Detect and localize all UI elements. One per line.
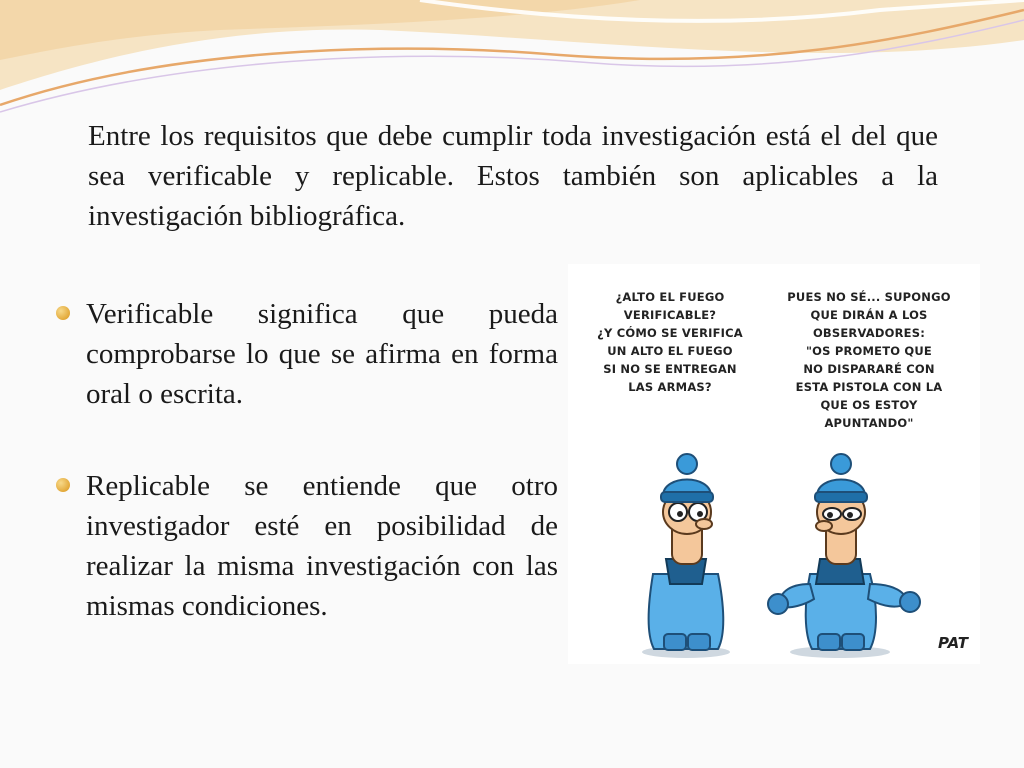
- cartoon-signature: PAT: [938, 634, 969, 652]
- cartoon-left-speech: ¿ALTO EL FUEGO VERIFICABLE? ¿Y CÓMO SE VERIFICA UN ALTO EL FUEGO SI NO SE ENTREGAN LAS ARMAS?: [597, 290, 743, 394]
- intro-paragraph: Entre los requisitos que debe cumplir toda investigación está el del que sea verificable y replicable. Estos también son aplicables a la investigación bibliográfica.: [88, 120, 938, 232]
- bullet-text: Replicable se entiende que otro investigador esté en posibilidad de realizar la misma investigación con las mismas condiciones.: [86, 470, 558, 622]
- bullet-list: [56, 294, 558, 626]
- bullet-dot-icon: [56, 478, 70, 492]
- decorative-wave-header: [0, 0, 1024, 130]
- bullet-verificable: [56, 294, 558, 414]
- cartoon-image: [568, 264, 980, 664]
- left-character-figure: [642, 454, 730, 658]
- bullet-dot-icon: [56, 306, 70, 320]
- cartoon-right-speech: PUES NO SÉ... SUPONGO QUE DIRÁN A LOS OBSERVADORES: "OS PROMETO QUE NO DISPARARÉ CON ESTA PISTOLA CON LA QUE OS ESTOY APUNTANDO": [787, 290, 951, 430]
- bullet-text: Verificable significa que pueda comprobarse lo que se afirma en forma oral o escrita.: [86, 298, 558, 410]
- bullet-replicable: [56, 466, 558, 626]
- cartoon-characters-illustration: [568, 434, 980, 664]
- right-character-figure: [768, 454, 920, 658]
